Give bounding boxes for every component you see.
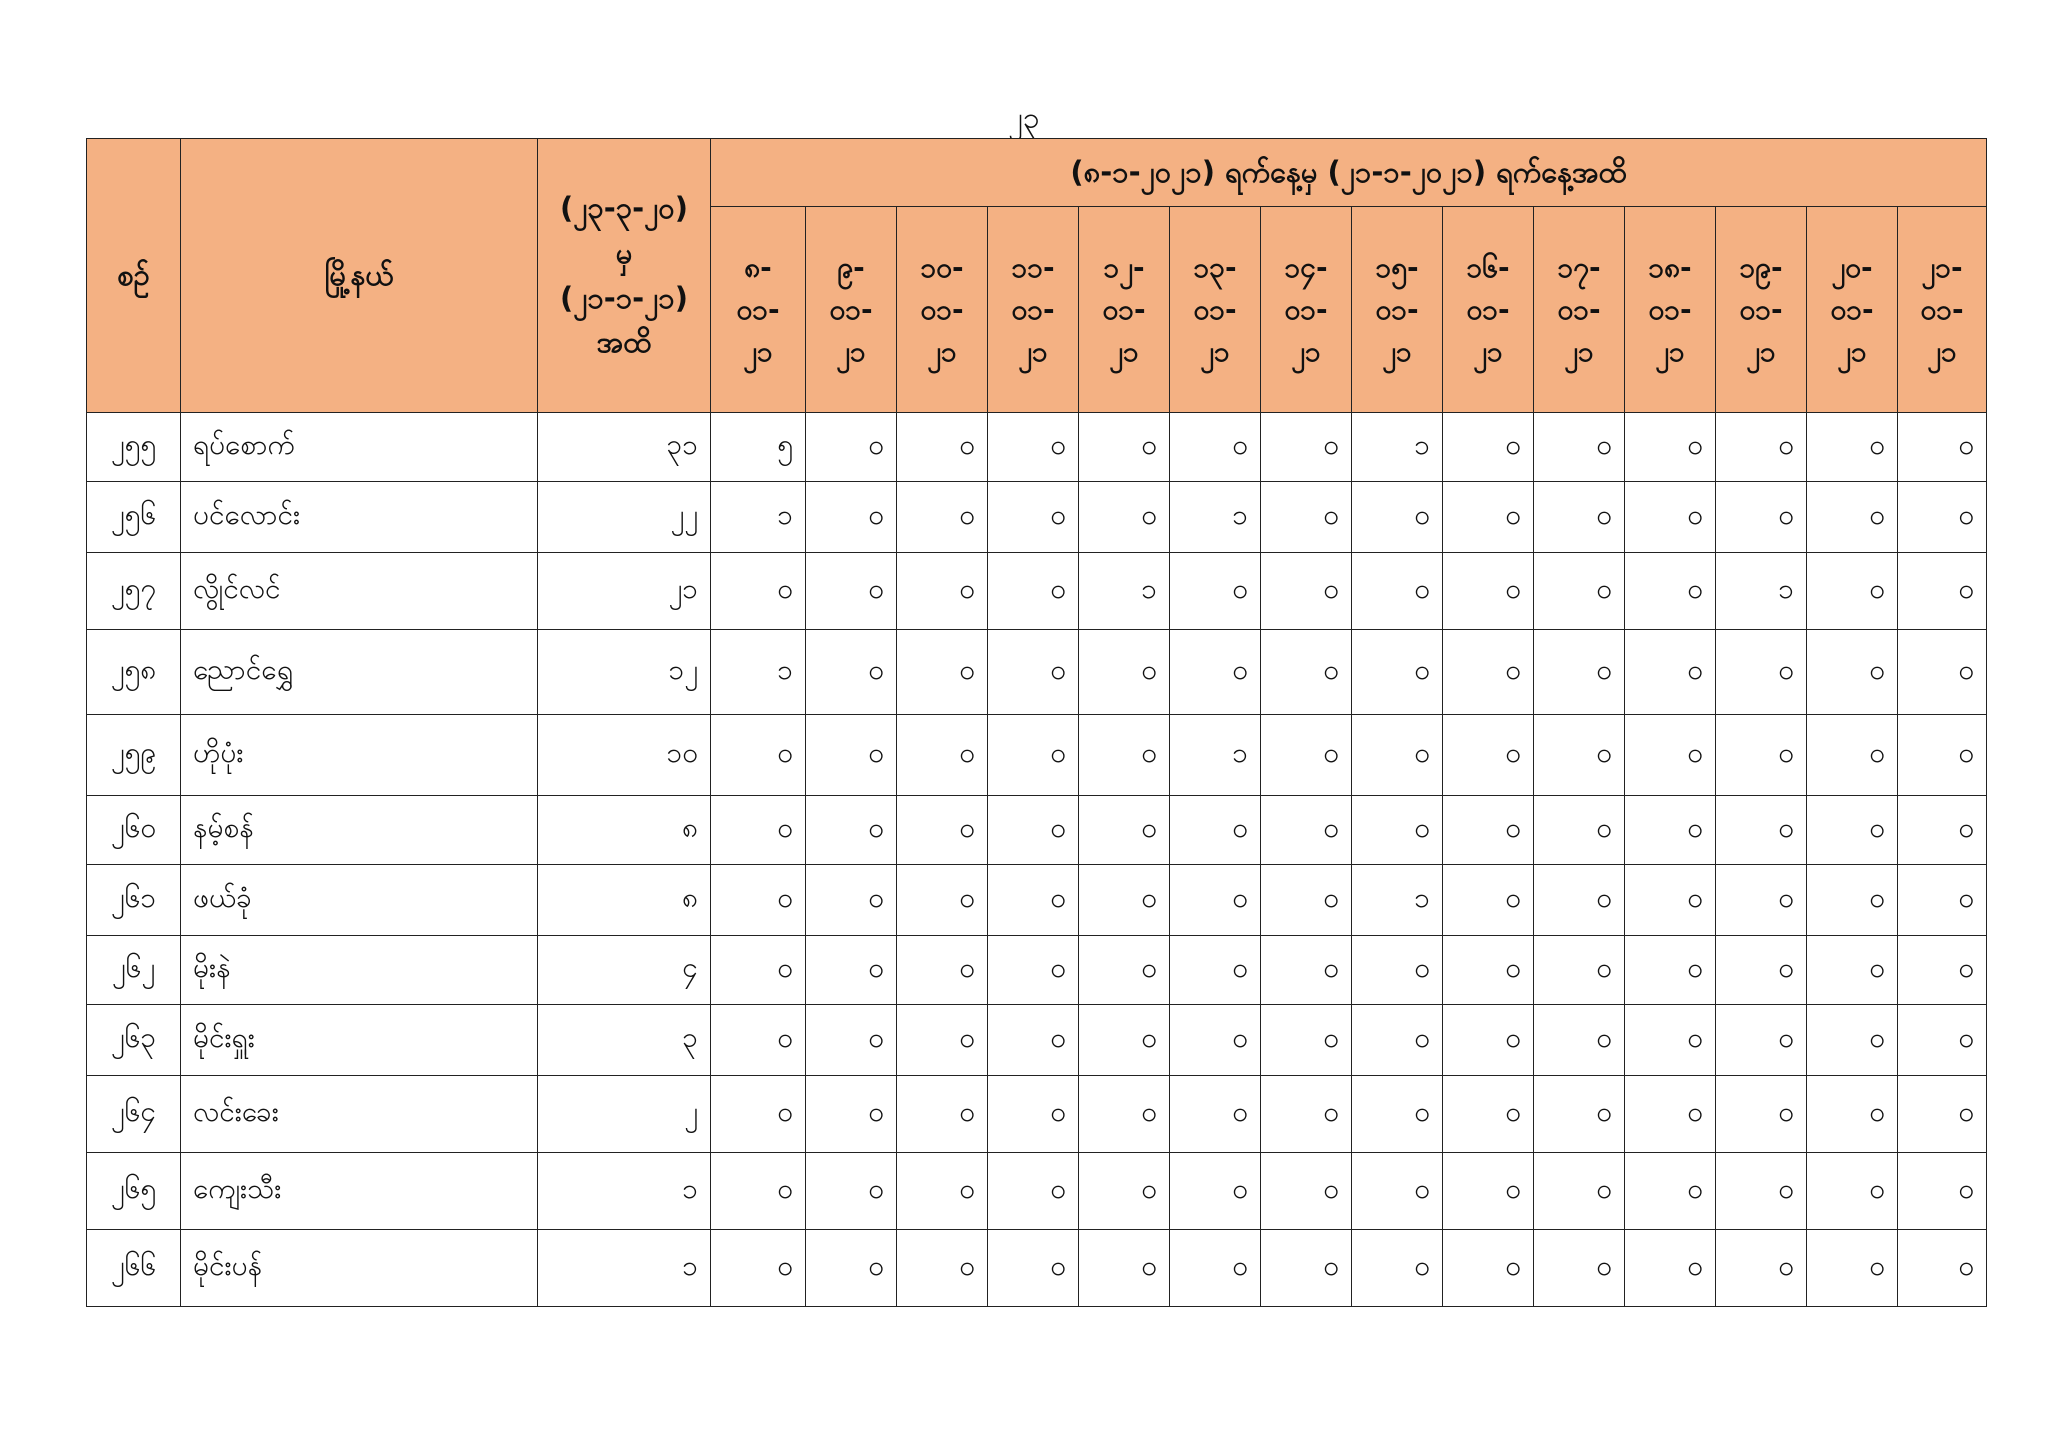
- header-date-part: ၀၁-: [1102, 292, 1146, 326]
- header-serial: စဉ်: [87, 139, 181, 413]
- daily-cell: ၀: [1625, 482, 1716, 553]
- township-cell: ညောင်ရွှေ: [181, 630, 538, 715]
- serial-cell: ၂၆၃: [87, 1005, 181, 1076]
- daily-cell: ၀: [988, 715, 1079, 796]
- daily-cell: ၀: [1443, 630, 1534, 715]
- daily-cell: ၀: [1898, 482, 1987, 553]
- daily-cell: ၀: [897, 553, 988, 630]
- daily-cell: ၀: [1625, 1076, 1716, 1153]
- table-row: [87, 1153, 1987, 1230]
- daily-cell: ၀: [1261, 1005, 1352, 1076]
- daily-cell: ၀: [1716, 482, 1807, 553]
- daily-cell: ၁: [1079, 553, 1170, 630]
- township-cell: ကျေးသီး: [181, 1153, 538, 1230]
- daily-cell: ၀: [806, 1153, 897, 1230]
- daily-cell: ၀: [1807, 715, 1898, 796]
- daily-cell: ၀: [1261, 553, 1352, 630]
- header-date-part: ၁၁-: [1011, 250, 1055, 284]
- daily-cell: ၀: [1898, 553, 1987, 630]
- daily-cell: ၀: [1898, 1005, 1987, 1076]
- table-row: [87, 1076, 1987, 1153]
- daily-cell: ၀: [1170, 630, 1261, 715]
- table-row: [87, 413, 1987, 482]
- daily-cell: ၀: [1625, 413, 1716, 482]
- daily-cell: ၀: [1261, 1153, 1352, 1230]
- header-date-part: ၁၄-: [1284, 250, 1328, 284]
- header-date-part: ၂၁: [1927, 334, 1957, 368]
- daily-cell: ၀: [1079, 1005, 1170, 1076]
- table-row: [87, 553, 1987, 630]
- daily-cell: ၀: [1352, 796, 1443, 865]
- daily-cell: ၀: [1352, 1005, 1443, 1076]
- daily-cell: ၀: [1534, 413, 1625, 482]
- header-date-part: ၂၁: [1200, 334, 1230, 368]
- serial-cell: ၂၅၅: [87, 413, 181, 482]
- daily-cell: ၀: [1807, 1153, 1898, 1230]
- total-cell: ၄: [538, 936, 711, 1005]
- header-date-part: ၀၁-: [1011, 292, 1055, 326]
- daily-cell: ၀: [1261, 865, 1352, 936]
- daily-cell: ၁: [1170, 715, 1261, 796]
- daily-cell: ၀: [1807, 865, 1898, 936]
- daily-cell: ၀: [1625, 630, 1716, 715]
- township-cell: မိုင်းပန်: [181, 1230, 538, 1307]
- serial-cell: ၂၆၄: [87, 1076, 181, 1153]
- daily-cell: ၅: [711, 413, 806, 482]
- header-date: [988, 207, 1079, 413]
- daily-cell: ၀: [1716, 936, 1807, 1005]
- total-cell: ၁: [538, 1230, 711, 1307]
- header-date-part: ၀၁-: [1920, 292, 1964, 326]
- daily-cell: ၀: [1443, 1076, 1534, 1153]
- header-date-part: ၂၁: [927, 334, 957, 368]
- table-row: [87, 1005, 1987, 1076]
- daily-cell: ၀: [1534, 1153, 1625, 1230]
- header-date-part: ၁၀-: [920, 250, 964, 284]
- table-row: [87, 715, 1987, 796]
- header-date: [806, 207, 897, 413]
- table-row: [87, 865, 1987, 936]
- header-total-from: (၂၃-၃-၂၀): [559, 190, 688, 225]
- daily-cell: ၀: [806, 715, 897, 796]
- header-period: (၈-၁-၂၀၂၁) ရက်နေ့မှ (၂၁-၁-၂၀၂၁) ရက်နေ့အထိ: [711, 139, 1987, 207]
- daily-cell: ၀: [1625, 1153, 1716, 1230]
- header-date: [1443, 207, 1534, 413]
- header-date: [1352, 207, 1443, 413]
- header-date-part: ၂၁: [1382, 334, 1412, 368]
- daily-cell: ၀: [1534, 630, 1625, 715]
- header-date-part: ၂၁: [1655, 334, 1685, 368]
- serial-cell: ၂၆၅: [87, 1153, 181, 1230]
- header-date: [1716, 207, 1807, 413]
- daily-cell: ၀: [1807, 413, 1898, 482]
- daily-cell: ၀: [1079, 1153, 1170, 1230]
- header-date: [1534, 207, 1625, 413]
- serial-cell: ၂၅၇: [87, 553, 181, 630]
- daily-cell: ၀: [988, 553, 1079, 630]
- header-date-part: ၀၁-: [829, 292, 873, 326]
- daily-cell: ၀: [1079, 413, 1170, 482]
- header-total-range: [538, 139, 711, 413]
- daily-cell: ၀: [1716, 796, 1807, 865]
- total-cell: ၃၁: [538, 413, 711, 482]
- daily-cell: ၀: [1079, 796, 1170, 865]
- daily-cell: ၀: [988, 1005, 1079, 1076]
- serial-cell: ၂၅၆: [87, 482, 181, 553]
- daily-cell: ၀: [1170, 1153, 1261, 1230]
- daily-cell: ၀: [1625, 1005, 1716, 1076]
- daily-cell: ၀: [988, 865, 1079, 936]
- daily-cell: ၀: [711, 715, 806, 796]
- header-date-part: ၂၁: [1291, 334, 1321, 368]
- header-date-part: ၀၁-: [736, 292, 780, 326]
- township-cell: ဟိုပုံး: [181, 715, 538, 796]
- header-date-part: ၁၂-: [1103, 250, 1145, 284]
- daily-cell: ၀: [1352, 936, 1443, 1005]
- daily-cell: ၀: [1352, 1153, 1443, 1230]
- daily-cell: ၀: [897, 715, 988, 796]
- daily-cell: ၀: [1443, 796, 1534, 865]
- daily-cell: ၀: [1898, 865, 1987, 936]
- header-date-part: ၀၁-: [1557, 292, 1601, 326]
- daily-cell: ၀: [1443, 1153, 1534, 1230]
- daily-cell: ၀: [1261, 630, 1352, 715]
- daily-cell: ၀: [1261, 413, 1352, 482]
- header-date-part: ၁၇-: [1557, 250, 1601, 284]
- header-date-part: ၁၉-: [1739, 250, 1783, 284]
- header-date: [1898, 207, 1987, 413]
- daily-cell: ၀: [1079, 865, 1170, 936]
- daily-cell: ၀: [1079, 1076, 1170, 1153]
- daily-cell: ၀: [1807, 553, 1898, 630]
- header-date: [897, 207, 988, 413]
- township-cell: ပင်လောင်း: [181, 482, 538, 553]
- daily-cell: ၀: [1443, 936, 1534, 1005]
- daily-cell: ၁: [1352, 865, 1443, 936]
- daily-cell: ၀: [988, 796, 1079, 865]
- daily-cell: ၀: [711, 865, 806, 936]
- daily-cell: ၀: [1079, 715, 1170, 796]
- header-date-part: ၂၁: [1837, 334, 1867, 368]
- daily-cell: ၀: [1261, 482, 1352, 553]
- township-cell: မိုးနဲ: [181, 936, 538, 1005]
- header-date-part: ၂၁-: [1921, 250, 1963, 284]
- daily-cell: ၀: [806, 796, 897, 865]
- header-date-part: ၀၁-: [1648, 292, 1692, 326]
- daily-cell: ၀: [1170, 553, 1261, 630]
- daily-cell: ၀: [711, 1005, 806, 1076]
- daily-cell: ၀: [897, 1230, 988, 1307]
- daily-cell: ၀: [711, 796, 806, 865]
- daily-cell: ၀: [1352, 630, 1443, 715]
- header-total-athi: အထိ: [596, 325, 652, 360]
- table-row: [87, 796, 1987, 865]
- daily-cell: ၀: [1716, 630, 1807, 715]
- daily-cell: ၀: [1716, 1005, 1807, 1076]
- daily-cell: ၀: [1352, 553, 1443, 630]
- header-date-part: ၈-: [744, 250, 772, 284]
- daily-cell: ၀: [897, 796, 988, 865]
- total-cell: ၂၁: [538, 553, 711, 630]
- table-row: [87, 630, 1987, 715]
- daily-cell: ၀: [897, 413, 988, 482]
- daily-cell: ၀: [897, 865, 988, 936]
- township-cell: မိုင်းရှူး: [181, 1005, 538, 1076]
- daily-cell: ၀: [1625, 796, 1716, 865]
- daily-cell: ၀: [806, 553, 897, 630]
- total-cell: ၁: [538, 1153, 711, 1230]
- daily-cell: ၀: [1898, 630, 1987, 715]
- daily-cell: ၀: [1625, 715, 1716, 796]
- township-cell: လင်းခေး: [181, 1076, 538, 1153]
- daily-cell: ၀: [1898, 796, 1987, 865]
- daily-cell: ၀: [1625, 1230, 1716, 1307]
- daily-cell: ၀: [1443, 482, 1534, 553]
- daily-cell: ၀: [806, 1076, 897, 1153]
- daily-cell: ၀: [897, 1005, 988, 1076]
- daily-cell: ၁: [1170, 482, 1261, 553]
- daily-cell: ၀: [1625, 865, 1716, 936]
- serial-cell: ၂၅၉: [87, 715, 181, 796]
- daily-cell: ၀: [1534, 936, 1625, 1005]
- daily-cell: ၀: [1807, 936, 1898, 1005]
- daily-cell: ၀: [1261, 715, 1352, 796]
- header-date-part: ၀၁-: [920, 292, 964, 326]
- daily-cell: ၀: [1170, 1076, 1261, 1153]
- daily-cell: ၀: [1443, 865, 1534, 936]
- daily-cell: ၀: [806, 865, 897, 936]
- daily-cell: ၀: [1898, 1230, 1987, 1307]
- header-date-part: ၁၆-: [1466, 250, 1510, 284]
- township-cell: နမ့်စန်: [181, 796, 538, 865]
- township-cell: ရပ်စောက်: [181, 413, 538, 482]
- daily-cell: ၁: [1352, 413, 1443, 482]
- daily-cell: ၀: [1170, 1230, 1261, 1307]
- daily-cell: ၀: [711, 553, 806, 630]
- daily-cell: ၀: [711, 1230, 806, 1307]
- daily-cell: ၀: [897, 482, 988, 553]
- header-date-part: ၂၁: [1109, 334, 1139, 368]
- total-cell: ၃: [538, 1005, 711, 1076]
- daily-cell: ၀: [1534, 715, 1625, 796]
- daily-cell: ၀: [988, 1230, 1079, 1307]
- daily-cell: ၀: [1716, 1076, 1807, 1153]
- daily-cell: ၀: [897, 936, 988, 1005]
- daily-cell: ၀: [1170, 936, 1261, 1005]
- daily-cell: ၀: [806, 413, 897, 482]
- daily-cell: ၀: [897, 630, 988, 715]
- total-cell: ၈: [538, 796, 711, 865]
- total-cell: ၈: [538, 865, 711, 936]
- header-date-part: ၁၃-: [1193, 250, 1237, 284]
- daily-cell: ၀: [1261, 796, 1352, 865]
- table-row: [87, 482, 1987, 553]
- daily-cell: ၁: [711, 482, 806, 553]
- daily-cell: ၀: [1534, 553, 1625, 630]
- daily-cell: ၀: [1807, 482, 1898, 553]
- header-date-part: ၁၅-: [1375, 250, 1419, 284]
- daily-cell: ၀: [1170, 1005, 1261, 1076]
- daily-cell: ၀: [1716, 1230, 1807, 1307]
- daily-cell: ၀: [1170, 413, 1261, 482]
- serial-cell: ၂၆၀: [87, 796, 181, 865]
- daily-cell: ၀: [1261, 936, 1352, 1005]
- daily-cell: ၀: [1443, 553, 1534, 630]
- header-date: [1625, 207, 1716, 413]
- header-township: မြို့နယ်: [181, 139, 538, 413]
- daily-cell: ၁: [711, 630, 806, 715]
- header-date-part: ၁၈-: [1648, 250, 1692, 284]
- daily-cell: ၀: [988, 1076, 1079, 1153]
- daily-cell: ၀: [1625, 936, 1716, 1005]
- daily-cell: ၀: [1443, 715, 1534, 796]
- header-date: [1807, 207, 1898, 413]
- daily-cell: ၀: [806, 630, 897, 715]
- serial-cell: ၂၆၂: [87, 936, 181, 1005]
- daily-cell: ၀: [1170, 796, 1261, 865]
- daily-cell: ၀: [1807, 796, 1898, 865]
- header-date-part: ၀၁-: [1375, 292, 1419, 326]
- header-date: [1079, 207, 1170, 413]
- header-date: [711, 207, 806, 413]
- daily-cell: ၀: [1352, 1230, 1443, 1307]
- daily-cell: ၀: [806, 482, 897, 553]
- daily-cell: ၀: [1261, 1230, 1352, 1307]
- daily-cell: ၀: [806, 1005, 897, 1076]
- daily-cell: ၀: [988, 482, 1079, 553]
- header-date-part: ၂၁: [836, 334, 866, 368]
- header-date-part: ၀၁-: [1284, 292, 1328, 326]
- daily-cell: ၀: [1807, 1005, 1898, 1076]
- header-date-part: ၂၁: [1746, 334, 1776, 368]
- daily-cell: ၀: [1079, 482, 1170, 553]
- serial-cell: ၂၆၆: [87, 1230, 181, 1307]
- daily-cell: ၀: [1079, 1230, 1170, 1307]
- daily-cell: ၀: [1807, 630, 1898, 715]
- daily-cell: ၀: [1534, 1076, 1625, 1153]
- daily-cell: ၀: [988, 413, 1079, 482]
- table-row: [87, 936, 1987, 1005]
- daily-cell: ၀: [711, 1153, 806, 1230]
- page-number: ၂၃: [1008, 101, 1040, 136]
- daily-cell: ၀: [711, 936, 806, 1005]
- daily-cell: ၀: [1716, 865, 1807, 936]
- daily-cell: ၀: [1534, 796, 1625, 865]
- daily-cell: ၀: [711, 1076, 806, 1153]
- header-date-part: ၂၁: [1018, 334, 1048, 368]
- header-date-part: ၂၁: [743, 334, 773, 368]
- header-date-part: ၀၁-: [1466, 292, 1510, 326]
- header-date-part: ၀၁-: [1739, 292, 1783, 326]
- header-date-part: ၂၁: [1564, 334, 1594, 368]
- table-row: [87, 1230, 1987, 1307]
- daily-cell: ၀: [1352, 715, 1443, 796]
- daily-cell: ၀: [1898, 715, 1987, 796]
- daily-cell: ၀: [806, 936, 897, 1005]
- daily-cell: ၀: [1716, 715, 1807, 796]
- daily-cell: ၀: [1534, 482, 1625, 553]
- daily-cell: ၀: [1716, 413, 1807, 482]
- daily-cell: ၀: [897, 1153, 988, 1230]
- daily-cell: ၁: [1716, 553, 1807, 630]
- header-date-part: ၉-: [837, 250, 865, 284]
- header-total-to: (၂၁-၁-၂၁): [559, 280, 688, 315]
- total-cell: ၂၂: [538, 482, 711, 553]
- header-date-part: ၂၀-: [1831, 250, 1873, 284]
- header-date: [1261, 207, 1352, 413]
- daily-cell: ၀: [1898, 1076, 1987, 1153]
- daily-cell: ၀: [988, 936, 1079, 1005]
- daily-cell: ၀: [806, 1230, 897, 1307]
- daily-cell: ၀: [897, 1076, 988, 1153]
- header-date-part: ၂၁: [1473, 334, 1503, 368]
- daily-cell: ၀: [1807, 1230, 1898, 1307]
- daily-cell: ၀: [1352, 1076, 1443, 1153]
- daily-cell: ၀: [1352, 482, 1443, 553]
- daily-cell: ၀: [1443, 1005, 1534, 1076]
- daily-cell: ၀: [1625, 553, 1716, 630]
- serial-cell: ၂၅၈: [87, 630, 181, 715]
- daily-cell: ၀: [988, 630, 1079, 715]
- daily-cell: ၀: [1079, 936, 1170, 1005]
- daily-cell: ၀: [1534, 1005, 1625, 1076]
- township-cell: ဖယ်ခုံ: [181, 865, 538, 936]
- daily-cell: ၀: [1898, 936, 1987, 1005]
- township-cell: လွိုင်လင်: [181, 553, 538, 630]
- daily-cell: ၀: [1716, 1153, 1807, 1230]
- daily-cell: ၀: [1170, 865, 1261, 936]
- header-date-part: ၀၁-: [1193, 292, 1237, 326]
- daily-cell: ၀: [1443, 413, 1534, 482]
- daily-cell: ၀: [1443, 1230, 1534, 1307]
- daily-cell: ၀: [1807, 1076, 1898, 1153]
- township-cases-table: [86, 138, 1987, 1307]
- total-cell: ၁၀: [538, 715, 711, 796]
- total-cell: ၂: [538, 1076, 711, 1153]
- total-cell: ၁၂: [538, 630, 711, 715]
- daily-cell: ၀: [1534, 865, 1625, 936]
- daily-cell: ၀: [1534, 1230, 1625, 1307]
- header-date: [1170, 207, 1261, 413]
- daily-cell: ၀: [1261, 1076, 1352, 1153]
- daily-cell: ၀: [988, 1153, 1079, 1230]
- daily-cell: ၀: [1079, 630, 1170, 715]
- serial-cell: ၂၆၁: [87, 865, 181, 936]
- daily-cell: ၀: [1898, 413, 1987, 482]
- header-date-part: ၀၁-: [1830, 292, 1874, 326]
- header-total-mha: မှ: [615, 235, 633, 270]
- daily-cell: ၀: [1898, 1153, 1987, 1230]
